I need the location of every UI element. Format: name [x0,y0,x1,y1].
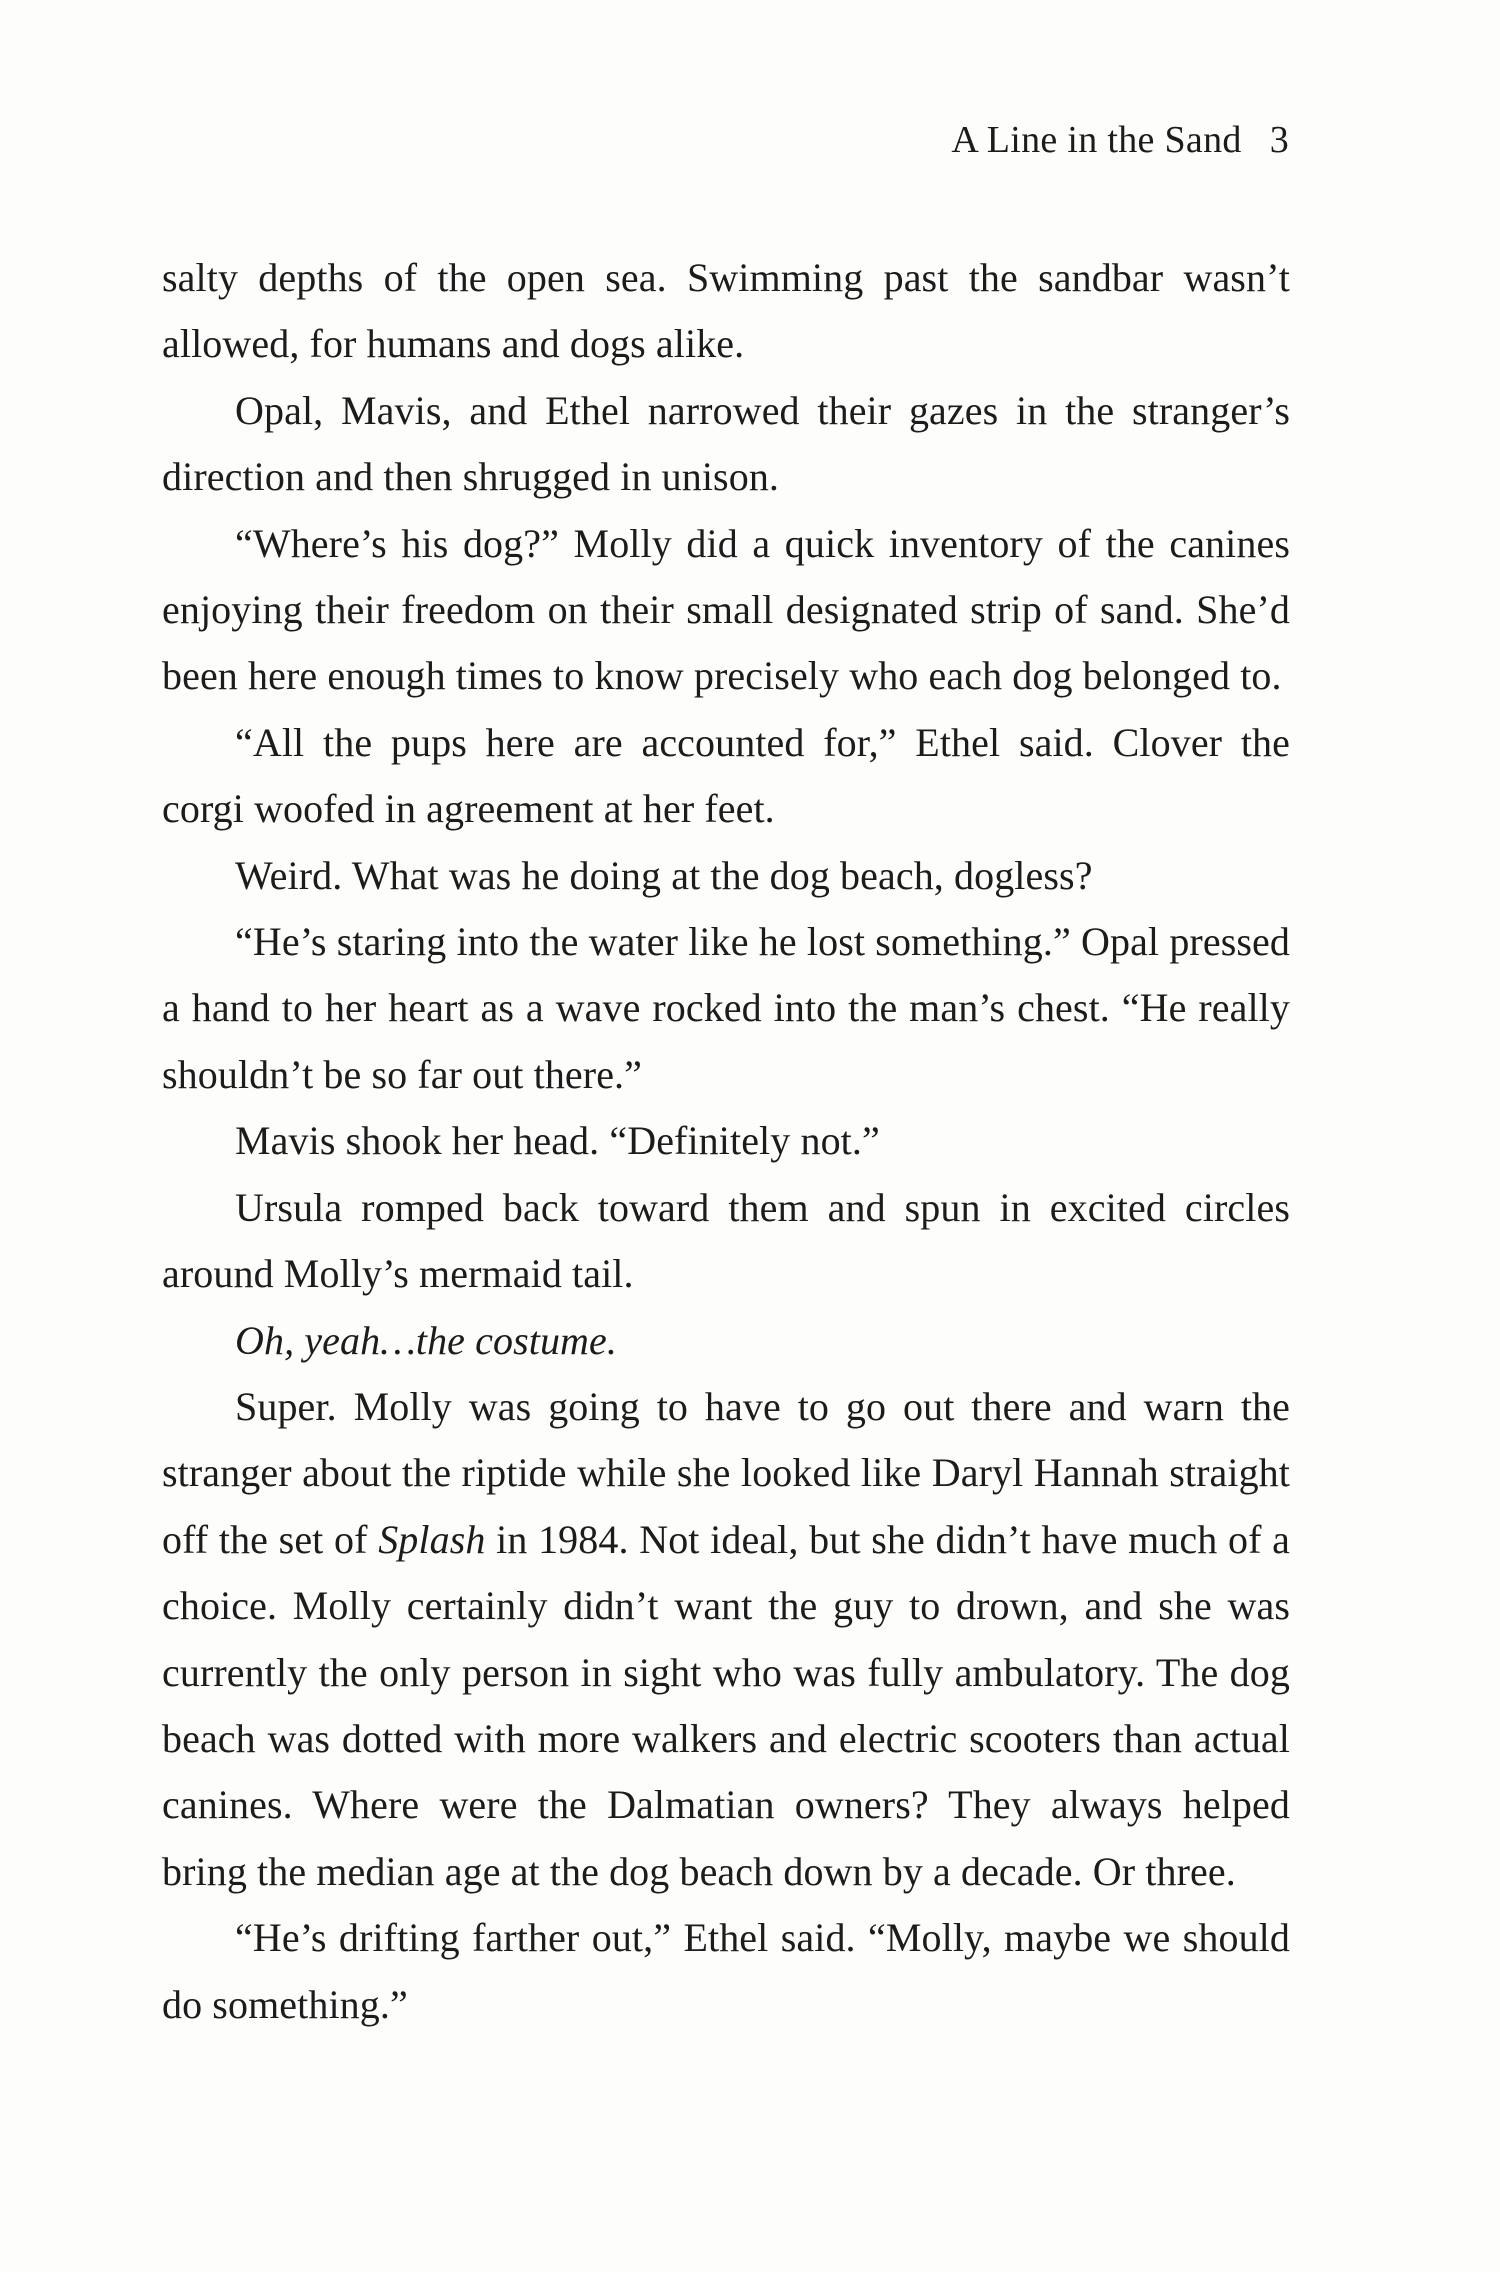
italic-thought: Oh, yeah…the costume. [235,1317,618,1363]
paragraph: Ursula romped back toward them and spun in excited circles around Molly’s mermaid tail. [162,1184,1290,1297]
page-number: 3 [1269,119,1289,161]
text-run: Super. Molly was going to have to go out there and warn the stranger about the riptide while she looked like Daryl Hannah straight off the set of [162,1383,1290,1562]
paragraph: “He’s drifting farther out,” Ethel said. “Molly, maybe we should do something.” [162,1915,1290,2027]
paragraph: “Where’s his dog?” Molly did a quick inventory of the canines enjoying their freedom on their small designated strip of sand. She’d been here enough times to know precisely who each dog belonged to. [162,520,1290,699]
paragraph [162,1374,1290,1905]
paragraph: salty depths of the open sea. Swimming past the sandbar wasn’t allowed, for humans and dogs alike. [162,255,1290,367]
body-text [162,245,1290,2038]
running-header [951,114,1289,166]
paragraph: “All the pups here are accounted for,” Ethel said. Clover the corgi woofed in agreement at her feet. [162,719,1290,832]
paragraph: Mavis shook her head. “Definitely not.” [235,1118,880,1164]
paragraph: “He’s staring into the water like he lost something.” Opal pressed a hand to her heart as a wave rocked into the man’s chest. “He really shouldn’t be so far out there.” [162,919,1290,1097]
paragraph: Opal, Mavis, and Ethel narrowed their gazes in the stranger’s direction and then shrugged in unison. [162,387,1290,500]
paragraph: Weird. What was he doing at the dog beach, dogless? [235,852,1093,898]
film-title: Splash [378,1516,486,1562]
chapter-title: A Line in the Sand [951,119,1242,161]
text-run: in 1984. Not ideal, but she didn’t have much of a choice. Molly certainly didn’t want the guy to drown, and she was currently the only person in sight who was fully ambulatory. The dog beach was dotted with more walkers and electric scooters than actual canines. Where were the Dalmatian owners? They always helped bring the median age at the dog beach down by a decade. Or three. [162,1516,1290,1894]
paragraph-italic-thought [162,1308,1290,1374]
